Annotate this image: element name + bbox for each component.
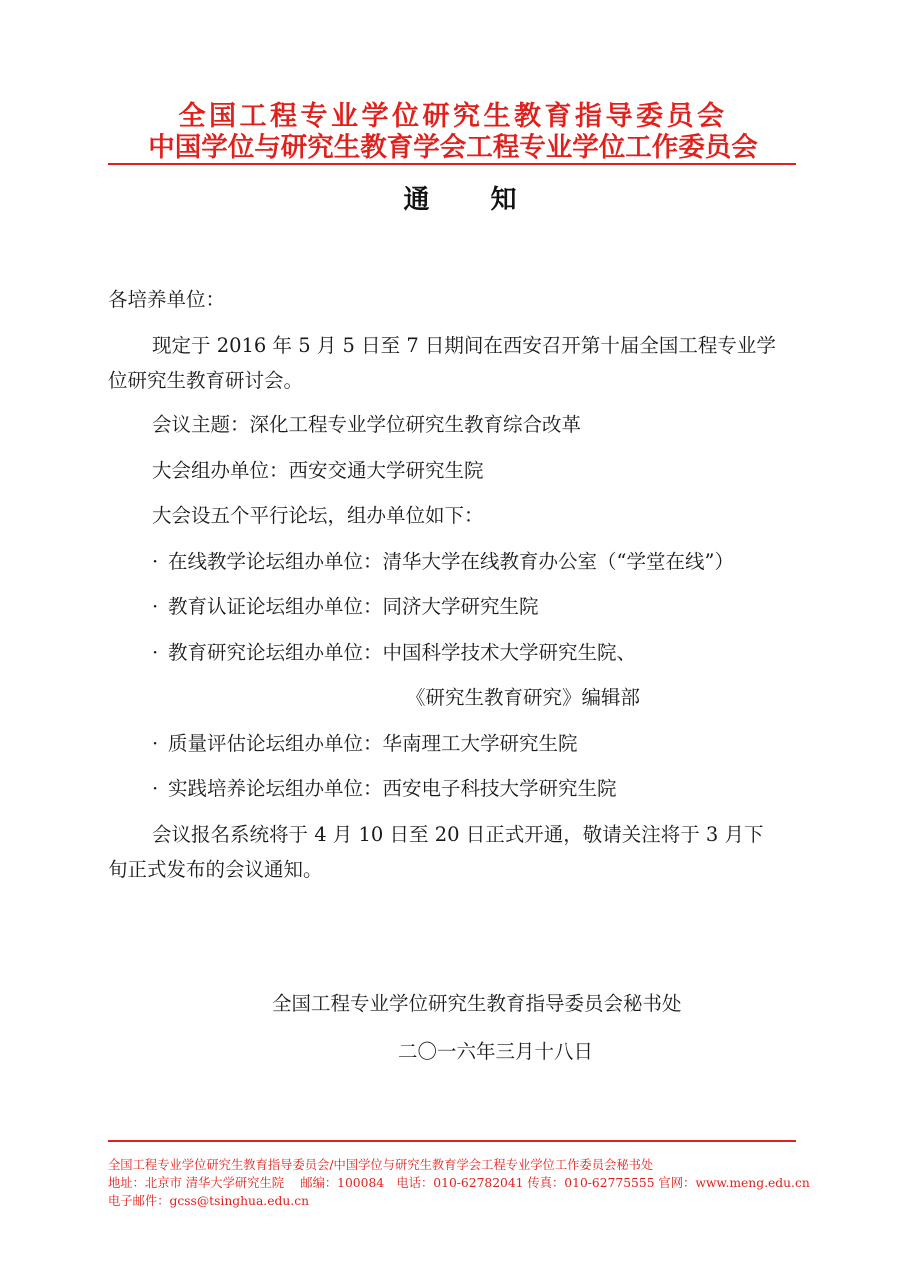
footer-email: 电子邮件：gcss@tsinghua.edu.cn xyxy=(108,1194,310,1208)
meeting-organizer: 大会组办单位：西安交通大学研究生院 xyxy=(152,459,484,482)
bullet-icon: · xyxy=(152,641,159,664)
meeting-theme: 会议主题：深化工程专业学位研究生教育综合改革 xyxy=(152,413,582,436)
forum-item-continuation xyxy=(406,686,640,710)
signature-office: 全国工程专业学位研究生教育指导委员会秘书处 xyxy=(272,992,682,1015)
footer-contact: 地址：北京市 清华大学研究生院 邮编：100084 电话：010-62782041 传真：010-62775555 官网：www.meng.edu.cn xyxy=(108,1176,810,1190)
forum-item xyxy=(152,550,734,574)
forum-item-text: 实践培养论坛组办单位：西安电子科技大学研究生院 xyxy=(168,777,617,800)
issuing-organization-1: 全国工程专业学位研究生教育指导委员会 xyxy=(178,101,728,132)
salutation: 各培养单位： xyxy=(108,288,226,311)
forum-item xyxy=(152,595,539,619)
forums-intro: 大会设五个平行论坛，组办单位如下： xyxy=(152,504,484,527)
bullet-icon: · xyxy=(152,595,159,618)
header-red-divider xyxy=(108,163,796,165)
footer-red-divider xyxy=(108,1140,796,1142)
bullet-icon: · xyxy=(152,550,159,573)
forum-item-text: 教育认证论坛组办单位：同济大学研究生院 xyxy=(168,595,539,618)
signature-date: 二〇一六年三月十八日 xyxy=(398,1040,594,1063)
bullet-icon: · xyxy=(152,732,159,755)
document-title: 通 知 xyxy=(403,185,543,215)
forum-item-text: 质量评估论坛组办单位：华南理工大学研究生院 xyxy=(168,732,578,755)
forum-item xyxy=(152,732,578,756)
forum-item-text: 在线教学论坛组办单位：清华大学在线教育办公室（“学堂在线”） xyxy=(168,550,734,573)
bullet-icon: · xyxy=(152,777,159,800)
forum-item xyxy=(152,777,617,801)
registration-line-1: 会议报名系统将于 4 月 10 日至 20 日正式开通，敬请关注将于 3 月下 xyxy=(152,823,764,846)
forum-item-text: 教育研究论坛组办单位：中国科学技术大学研究生院、 xyxy=(168,641,637,664)
intro-paragraph-line-1: 现定于 2016 年 5 月 5 日至 7 日期间在西安召开第十届全国工程专业学 xyxy=(152,334,776,357)
forum-item xyxy=(152,641,636,665)
footer-organizations: 全国工程专业学位研究生教育指导委员会/中国学位与研究生教育学会工程专业学位工作委员会秘书处 xyxy=(108,1158,654,1172)
issuing-organization-2: 中国学位与研究生教育学会工程专业学位工作委员会 xyxy=(148,132,758,163)
forum-item-text: 《研究生教育研究》编辑部 xyxy=(406,686,641,709)
intro-paragraph-line-2: 位研究生教育研讨会。 xyxy=(108,369,304,392)
registration-line-2: 旬正式发布的会议通知。 xyxy=(108,858,323,881)
